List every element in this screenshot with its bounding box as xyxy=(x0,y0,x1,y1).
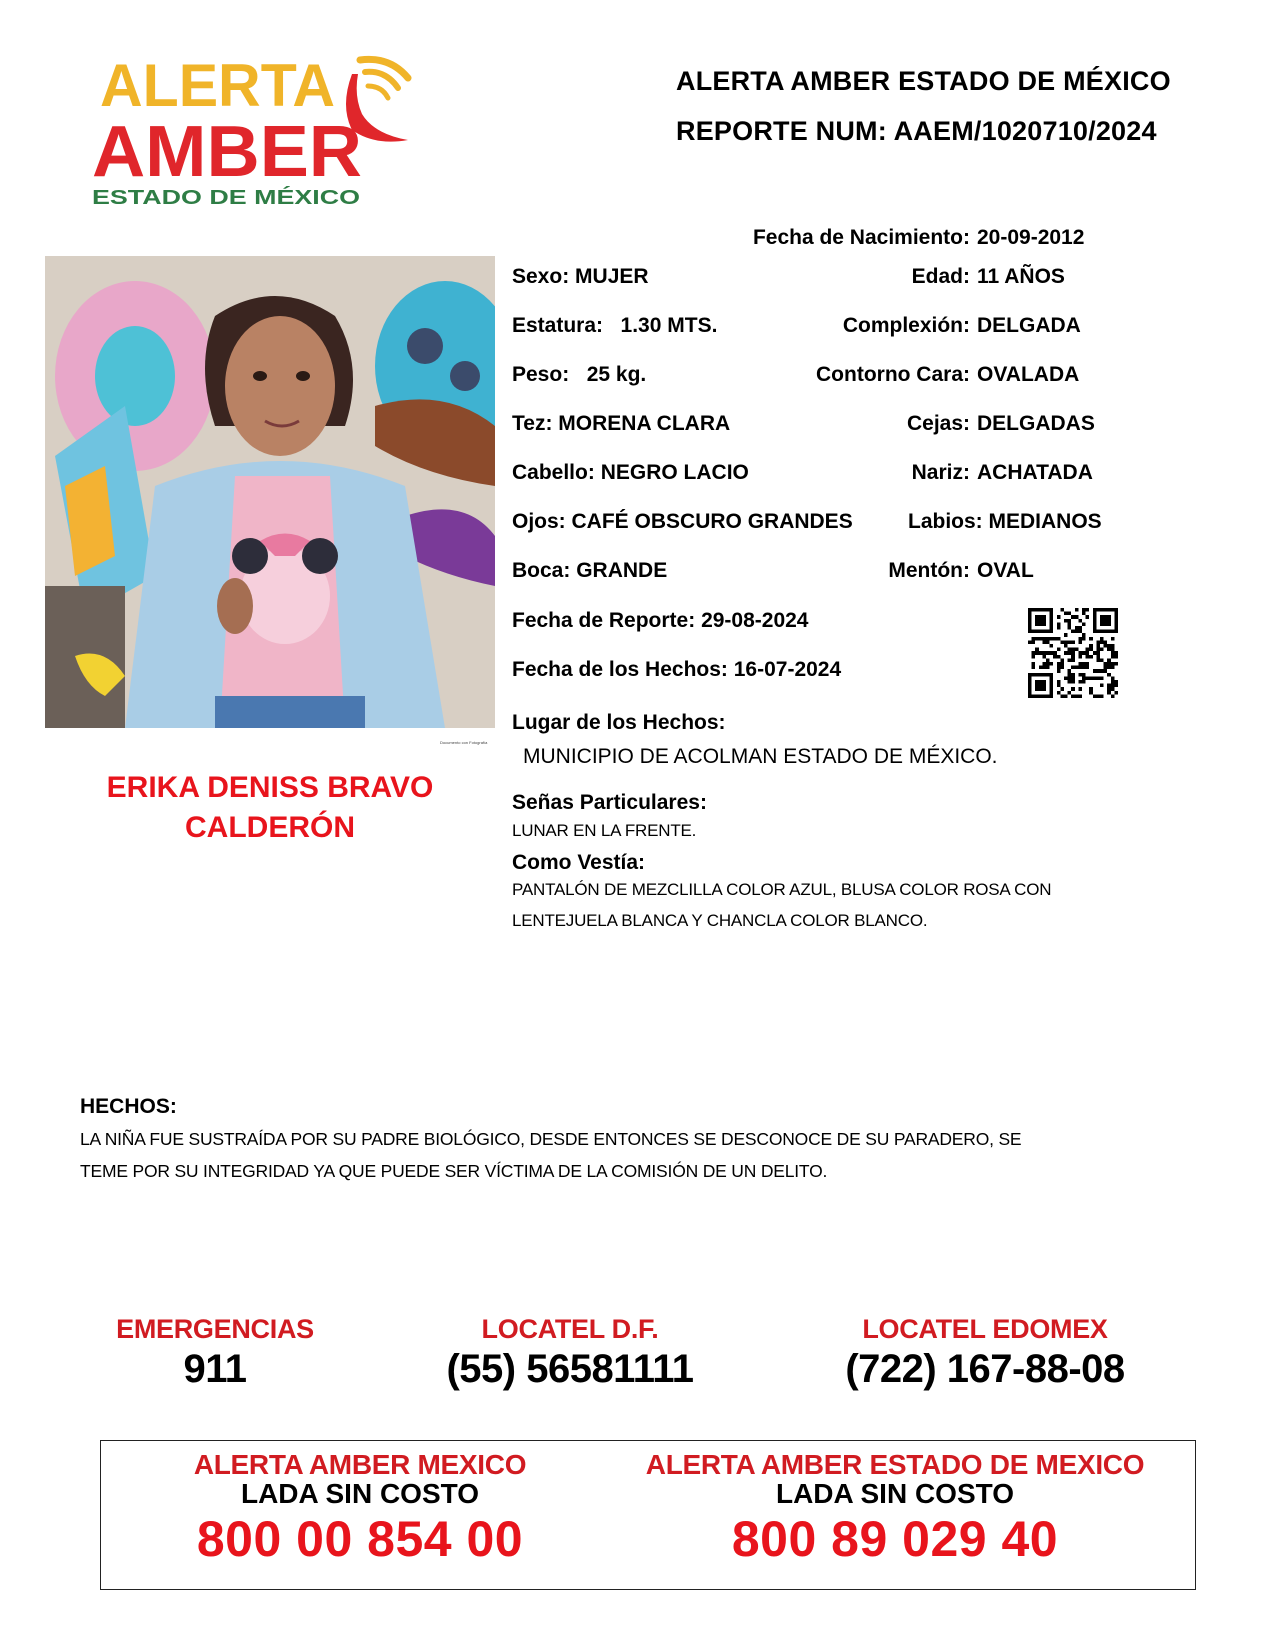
qr-module xyxy=(1075,608,1079,612)
qr-module xyxy=(1046,662,1050,666)
qr-module xyxy=(1060,687,1064,691)
qr-module xyxy=(1107,684,1111,688)
qr-module xyxy=(1086,615,1090,619)
logo-estado-text: ESTADO DE MÉXICO xyxy=(92,187,292,208)
qr-module xyxy=(1057,655,1061,659)
toll-free-label-mexico: ALERTA AMBER MEXICO xyxy=(193,1449,527,1480)
qr-module xyxy=(1086,676,1090,680)
qr-module xyxy=(1096,694,1100,698)
qr-module xyxy=(1111,648,1115,652)
qr-module xyxy=(1104,644,1108,648)
field-value-boca: GRANDE xyxy=(576,559,668,582)
qr-module xyxy=(1082,666,1086,670)
qr-module xyxy=(1078,662,1082,666)
qr-module xyxy=(1060,658,1064,662)
field-value-edad: 11 AÑOS xyxy=(977,265,1065,288)
qr-module xyxy=(1114,662,1118,666)
qr-module xyxy=(1060,666,1064,670)
contact-label-locatel-edomex: LOCATEL EDOMEX xyxy=(862,1314,1108,1344)
header-title: ALERTA AMBER ESTADO DE MÉXICO xyxy=(676,66,1171,96)
qr-module xyxy=(1078,619,1082,623)
qr-module xyxy=(1111,684,1115,688)
qr-module xyxy=(1111,651,1115,655)
field-fecha-reporte xyxy=(512,609,808,633)
vestia-line2: LENTEJUELA BLANCA Y CHANCLA COLOR BLANCO. xyxy=(512,911,928,930)
toll-free-number-edomex[interactable]: 800 89 029 40 xyxy=(731,1511,1059,1567)
qr-module xyxy=(1078,666,1082,670)
qr-module xyxy=(1042,666,1046,670)
qr-module xyxy=(1071,615,1075,619)
qr-module xyxy=(1064,612,1068,616)
person-name xyxy=(45,768,495,848)
qr-module xyxy=(1086,666,1090,670)
qr-module xyxy=(1096,651,1100,655)
qr-module xyxy=(1082,662,1086,666)
qr-module xyxy=(1082,622,1086,626)
field-value-fecha-hechos: 16-07-2024 xyxy=(733,658,842,681)
qr-module xyxy=(1046,666,1050,670)
qr-module xyxy=(1060,640,1064,644)
alerta-amber-logo xyxy=(90,48,420,208)
field-value-sexo: MUJER xyxy=(575,265,649,288)
field-value-menton: OVAL xyxy=(977,559,1034,582)
field-label-nariz: Nariz: xyxy=(911,461,970,484)
qr-module xyxy=(1086,655,1090,659)
qr-module xyxy=(1071,694,1075,698)
qr-module xyxy=(1075,630,1079,634)
qr-module xyxy=(1111,662,1115,666)
qr-module xyxy=(1071,651,1075,655)
qr-module xyxy=(1082,612,1086,616)
qr-module xyxy=(1107,658,1111,662)
field-value-nariz: ACHATADA xyxy=(977,461,1093,484)
qr-module xyxy=(1096,648,1100,652)
qr-module xyxy=(1100,669,1104,673)
qr-module xyxy=(1057,662,1061,666)
qr-module xyxy=(1032,662,1036,666)
qr-module xyxy=(1071,666,1075,670)
qr-module xyxy=(1064,651,1068,655)
qr-module xyxy=(1075,666,1079,670)
qr-module xyxy=(1078,687,1082,691)
qr-module xyxy=(1093,669,1097,673)
qr-module xyxy=(1100,658,1104,662)
qr-module xyxy=(1050,644,1054,648)
qr-module xyxy=(1096,644,1100,648)
qr-module xyxy=(1107,666,1111,670)
qr-module xyxy=(1053,651,1057,655)
qr-module xyxy=(1046,658,1050,662)
qr-module xyxy=(1096,658,1100,662)
photo-credit: Documento con Fotografía xyxy=(440,740,488,745)
qr-module xyxy=(1082,673,1086,677)
signal-arc-icon xyxy=(368,86,388,98)
qr-module xyxy=(1111,680,1115,684)
field-fecha-hechos xyxy=(512,658,841,682)
qr-module xyxy=(1071,680,1075,684)
field-label-menton: Mentón: xyxy=(888,559,970,582)
qr-module xyxy=(1104,669,1108,673)
qr-module xyxy=(1082,637,1086,641)
field-value-ojos: CAFÉ OBSCURO GRANDES xyxy=(571,510,853,533)
report-label: REPORTE NUM: xyxy=(676,116,887,146)
contact-number-emergencias[interactable]: 911 xyxy=(183,1347,247,1391)
qr-module xyxy=(1068,673,1072,677)
qr-module xyxy=(1089,691,1093,695)
toll-free-label-edomex: ALERTA AMBER ESTADO DE MEXICO xyxy=(645,1449,1145,1480)
qr-module xyxy=(1057,637,1061,641)
qr-module xyxy=(1096,655,1100,659)
qr-module xyxy=(1075,648,1079,652)
qr-module xyxy=(1078,655,1082,659)
qr-module xyxy=(1068,626,1072,630)
field-label-tez: Tez: xyxy=(512,412,553,435)
person-name-line1: ERIKA DENISS BRAVO xyxy=(106,771,434,804)
field-value-tez: MORENA CLARA xyxy=(558,412,731,435)
qr-finder xyxy=(1100,615,1111,626)
qr-module xyxy=(1107,648,1111,652)
qr-module xyxy=(1064,633,1068,637)
vestia-label: Como Vestía: xyxy=(512,851,646,874)
qr-module xyxy=(1075,694,1079,698)
qr-module xyxy=(1107,644,1111,648)
qr-module xyxy=(1057,622,1061,626)
qr-module xyxy=(1078,626,1082,630)
qr-module xyxy=(1082,676,1086,680)
qr-module xyxy=(1078,651,1082,655)
qr-module xyxy=(1032,655,1036,659)
field-label-boca: Boca: xyxy=(512,559,571,582)
qr-module xyxy=(1111,676,1115,680)
qr-module xyxy=(1039,651,1043,655)
lugar-value: MUNICIPIO DE ACOLMAN ESTADO DE MÉXICO. xyxy=(523,745,998,768)
qr-module xyxy=(1107,673,1111,677)
qr-module xyxy=(1064,676,1068,680)
field-value-fecha-reporte: 29-08-2024 xyxy=(701,609,809,632)
qr-module xyxy=(1032,637,1036,641)
qr-module xyxy=(1089,637,1093,641)
qr-module xyxy=(1114,691,1118,695)
field-label-edad: Edad: xyxy=(911,265,970,288)
qr-module xyxy=(1057,680,1061,684)
field-boca xyxy=(512,559,667,583)
field-ojos xyxy=(512,510,853,534)
lugar-label: Lugar de los Hechos: xyxy=(512,711,726,734)
qr-module xyxy=(1042,637,1046,641)
qr-module xyxy=(1071,676,1075,680)
vestia-line1: PANTALÓN DE MEZCLILLA COLOR AZUL, BLUSA COLOR ROSA CON xyxy=(512,880,1052,899)
qr-module xyxy=(1035,651,1039,655)
qr-module xyxy=(1046,651,1050,655)
qr-module xyxy=(1068,640,1072,644)
qr-module xyxy=(1068,680,1072,684)
qr-module xyxy=(1107,691,1111,695)
qr-module xyxy=(1035,648,1039,652)
qr-module xyxy=(1100,694,1104,698)
qr-module xyxy=(1071,687,1075,691)
qr-module xyxy=(1089,655,1093,659)
toll-free-sub-edomex: LADA SIN COSTO xyxy=(775,1478,1014,1509)
qr-module xyxy=(1111,666,1115,670)
qr-module xyxy=(1060,694,1064,698)
field-tez xyxy=(512,412,730,436)
toll-free-sub-mexico: LADA SIN COSTO xyxy=(240,1478,479,1509)
report-value: AAEM/1020710/2024 xyxy=(893,116,1157,146)
qr-module xyxy=(1078,673,1082,677)
qr-module xyxy=(1086,648,1090,652)
field-label-cabello: Cabello: xyxy=(512,461,595,484)
qr-module xyxy=(1042,651,1046,655)
person-name-line2: CALDERÓN xyxy=(185,811,355,844)
field-label-peso: Peso: xyxy=(512,363,570,386)
qr-module xyxy=(1111,637,1115,641)
field-value-fecha-nacimiento: 20-09-2012 xyxy=(977,226,1085,249)
qr-module xyxy=(1100,676,1104,680)
qr-module xyxy=(1046,640,1050,644)
qr-module xyxy=(1057,626,1061,630)
qr-module xyxy=(1082,608,1086,612)
field-labios xyxy=(908,510,1102,534)
qr-module xyxy=(1114,684,1118,688)
hechos-text xyxy=(80,1123,1180,1187)
qr-module xyxy=(1064,644,1068,648)
qr-module xyxy=(1093,694,1097,698)
field-label-estatura: Estatura: xyxy=(512,314,604,337)
qr-module xyxy=(1104,640,1108,644)
qr-module xyxy=(1039,666,1043,670)
qr-module xyxy=(1082,680,1086,684)
qr-module xyxy=(1086,651,1090,655)
qr-module xyxy=(1068,676,1072,680)
qr-module xyxy=(1075,615,1079,619)
qr-finder xyxy=(1035,615,1046,626)
qr-module xyxy=(1071,673,1075,677)
qr-module xyxy=(1068,619,1072,623)
qr-module xyxy=(1068,648,1072,652)
qr-module xyxy=(1053,655,1057,659)
qr-module xyxy=(1032,640,1036,644)
toll-free-number-mexico[interactable]: 800 00 854 00 xyxy=(196,1511,524,1567)
qr-module xyxy=(1096,676,1100,680)
field-label-complexion: Complexión: xyxy=(842,314,970,337)
qr-module xyxy=(1032,651,1036,655)
qr-module xyxy=(1078,680,1082,684)
contact-label-locatel-df: LOCATEL D.F. xyxy=(481,1314,659,1344)
contact-number-locatel-edomex[interactable]: (722) 167-88-08 xyxy=(845,1347,1125,1391)
field-label-contorno-cara: Contorno Cara: xyxy=(816,363,970,386)
qr-module xyxy=(1114,680,1118,684)
qr-module xyxy=(1071,648,1075,652)
qr-module xyxy=(1096,640,1100,644)
qr-module xyxy=(1064,694,1068,698)
field-value-cabello: NEGRO LACIO xyxy=(600,461,749,484)
qr-module xyxy=(1078,630,1082,634)
qr-module xyxy=(1071,640,1075,644)
qr-module xyxy=(1100,637,1104,641)
contact-number-locatel-df[interactable]: (55) 56581111 xyxy=(446,1347,694,1391)
qr-module xyxy=(1042,655,1046,659)
field-value-cejas: DELGADAS xyxy=(977,412,1095,435)
qr-module xyxy=(1046,637,1050,641)
field-label-fecha-reporte: Fecha de Reporte: xyxy=(512,609,696,632)
qr-module xyxy=(1068,612,1072,616)
field-value-labios: MEDIANOS xyxy=(988,510,1102,533)
qr-module xyxy=(1028,640,1032,644)
qr-module xyxy=(1064,640,1068,644)
qr-code-icon[interactable] xyxy=(1028,608,1118,698)
qr-module xyxy=(1068,622,1072,626)
qr-module xyxy=(1050,662,1054,666)
report-number xyxy=(676,116,1157,147)
qr-module xyxy=(1060,608,1064,612)
senas-label: Señas Particulares: xyxy=(512,791,707,814)
qr-module xyxy=(1042,640,1046,644)
qr-module xyxy=(1068,691,1072,695)
qr-module xyxy=(1068,651,1072,655)
qr-module xyxy=(1089,648,1093,652)
field-label-ojos: Ojos: xyxy=(512,510,566,533)
qr-module xyxy=(1060,662,1064,666)
field-sexo xyxy=(512,265,649,289)
qr-module xyxy=(1107,687,1111,691)
qr-module xyxy=(1089,644,1093,648)
qr-module xyxy=(1071,658,1075,662)
qr-module xyxy=(1100,648,1104,652)
qr-module xyxy=(1111,644,1115,648)
qr-module xyxy=(1064,619,1068,623)
qr-module xyxy=(1035,637,1039,641)
qr-module xyxy=(1057,648,1061,652)
qr-module xyxy=(1086,608,1090,612)
contact-label-emergencias: EMERGENCIAS xyxy=(116,1314,314,1344)
qr-module xyxy=(1068,669,1072,673)
qr-module xyxy=(1053,637,1057,641)
qr-module xyxy=(1082,651,1086,655)
qr-module xyxy=(1042,662,1046,666)
field-label-labios: Labios: xyxy=(908,510,983,533)
qr-module xyxy=(1093,651,1097,655)
qr-module xyxy=(1111,655,1115,659)
qr-module xyxy=(1039,637,1043,641)
senas-value: LUNAR EN LA FRENTE. xyxy=(512,821,697,840)
field-estatura xyxy=(512,314,717,338)
qr-finder xyxy=(1035,680,1046,691)
qr-module xyxy=(1078,640,1082,644)
qr-module xyxy=(1104,662,1108,666)
qr-module xyxy=(1100,640,1104,644)
qr-module xyxy=(1107,662,1111,666)
logo-amber-text: AMBER xyxy=(92,112,362,192)
field-value-peso: 25 kg. xyxy=(586,363,647,386)
qr-module xyxy=(1075,626,1079,630)
qr-module xyxy=(1104,666,1108,670)
qr-module xyxy=(1071,655,1075,659)
qr-module xyxy=(1086,662,1090,666)
qr-module xyxy=(1057,669,1061,673)
field-value-estatura: 1.30 MTS. xyxy=(620,314,718,337)
qr-module xyxy=(1096,669,1100,673)
hechos-line1: LA NIÑA FUE SUSTRAÍDA POR SU PADRE BIOLÓGICO, DESDE ENTONCES SE DESCONOCE DE SU PARADERO, SE xyxy=(80,1129,1022,1149)
field-value-complexion: DELGADA xyxy=(977,314,1081,337)
qr-module xyxy=(1071,630,1075,634)
qr-module xyxy=(1078,637,1082,641)
qr-module xyxy=(1082,633,1086,637)
field-label-fecha-nacimiento: Fecha de Nacimiento: xyxy=(752,226,970,249)
field-peso xyxy=(512,363,646,387)
qr-module xyxy=(1100,684,1104,688)
qr-module xyxy=(1111,687,1115,691)
child-photo xyxy=(45,256,495,728)
field-label-cejas: Cejas: xyxy=(906,412,970,435)
qr-module xyxy=(1078,694,1082,698)
qr-module xyxy=(1114,651,1118,655)
logo-alerta-text: ALERTA xyxy=(100,52,335,119)
hechos-label: HECHOS: xyxy=(80,1095,177,1118)
field-value-contorno-cara: OVALADA xyxy=(977,363,1080,386)
hechos-line2: TEME POR SU INTEGRIDAD YA QUE PUEDE SER VÍCTIMA DE LA COMISIÓN DE UN DELITO. xyxy=(80,1161,828,1181)
qr-module xyxy=(1068,658,1072,662)
field-label-fecha-hechos: Fecha de los Hechos: xyxy=(512,658,728,681)
qr-module xyxy=(1057,666,1061,670)
qr-module xyxy=(1057,691,1061,695)
qr-module xyxy=(1114,655,1118,659)
qr-module xyxy=(1089,676,1093,680)
qr-module xyxy=(1089,687,1093,691)
qr-module xyxy=(1050,651,1054,655)
qr-module xyxy=(1057,684,1061,688)
field-label-sexo: Sexo: xyxy=(512,265,570,288)
qr-module xyxy=(1093,676,1097,680)
qr-module xyxy=(1032,666,1036,670)
qr-module xyxy=(1050,637,1054,641)
qr-module xyxy=(1111,694,1115,698)
qr-module xyxy=(1057,615,1061,619)
